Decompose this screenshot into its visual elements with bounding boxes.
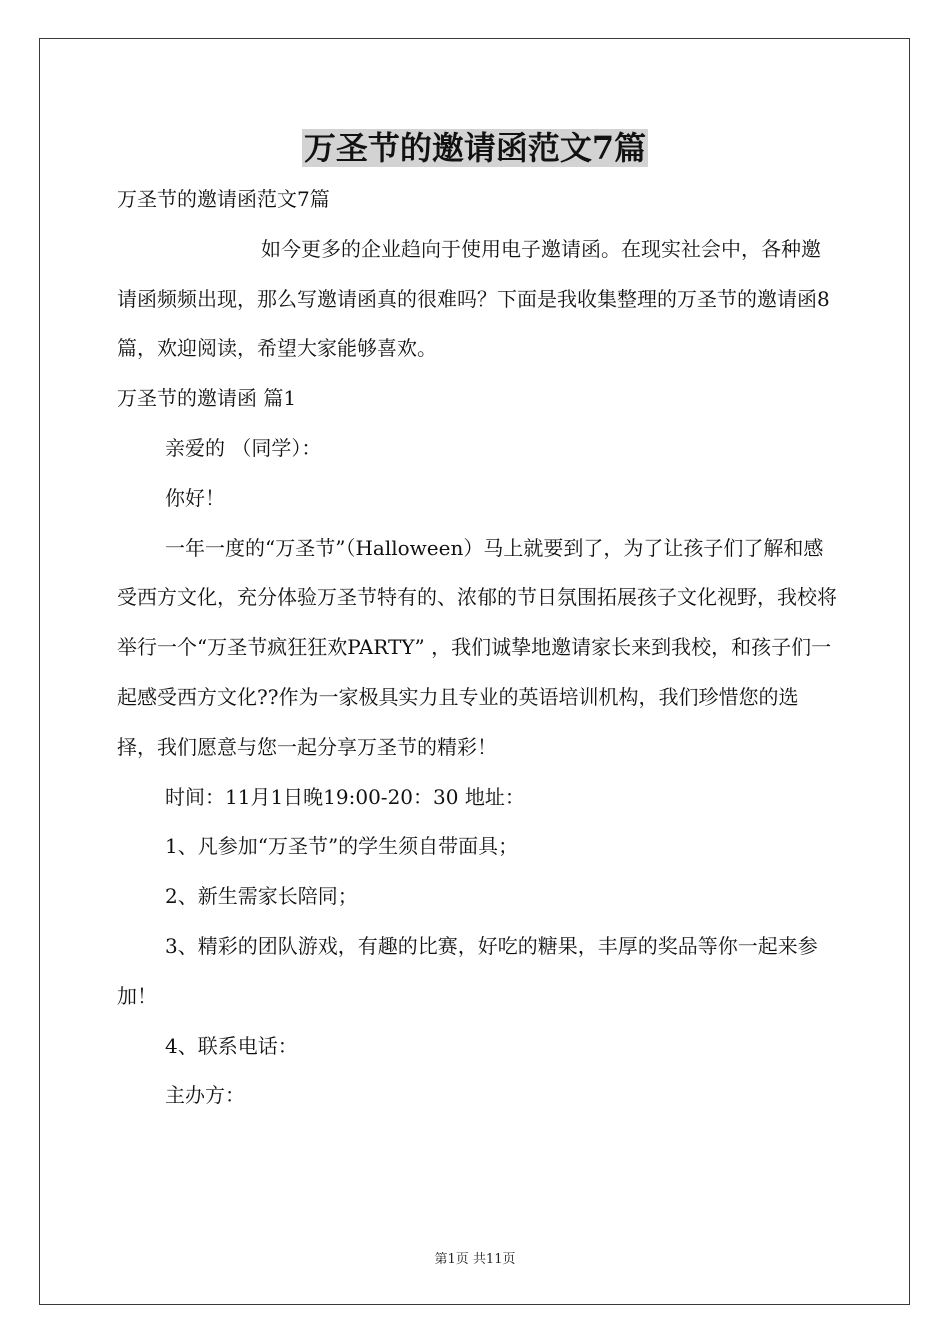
- greeting: 你好！: [165, 485, 225, 510]
- page-footer: 第1页 共11页: [434, 1252, 516, 1267]
- salutation: 亲爱的 （同学）：: [165, 435, 322, 460]
- document-title: [0, 122, 950, 174]
- list-item-2: 2、新生需家长陪同；: [165, 884, 358, 909]
- time-address: 时间：11月1日晚19:00-20：30 地址：: [165, 784, 525, 809]
- body-paragraph: 一年一度的“万圣节”（Halloween）马上就要到了，为了让孩子们了解和感受西方文化，充分体验万圣节特有的、浓郁的节日氛围拓展孩子文化视野，我校将举行一个“万圣节疯狂狂欢PARTY” ，我们诚挚地邀请家长来到我校，和孩子们一起感受西方文化??作为一家极具实力且专业的英语培训机构，我们珍惜您的选择，我们愿意与您一起分享万圣节的精彩！: [117, 535, 837, 759]
- document-body: [117, 175, 837, 1121]
- list-item-4: 4、联系电话：: [165, 1033, 298, 1058]
- document-title-text: 万圣节的邀请函范文7篇: [303, 129, 647, 167]
- list-item-1: 1、凡参加“万圣节”的学生须自带面具；: [165, 834, 519, 859]
- organizer: 主办方：: [165, 1083, 245, 1108]
- list-item-3: 3、精彩的团队游戏，有趣的比赛，好吃的糖果，丰厚的奖品等你一起来参加！: [117, 933, 818, 1008]
- intro-paragraph: 如今更多的企业趋向于使用电子邀请函。在现实社会中，各种邀请函频频出现，那么写邀请函真的很难吗？下面是我收集整理的万圣节的邀请函8篇，欢迎阅读，希望大家能够喜欢。: [117, 236, 830, 361]
- section-heading: 万圣节的邀请函 篇1: [117, 386, 297, 411]
- document-subtitle: 万圣节的邀请函范文7篇: [117, 187, 330, 211]
